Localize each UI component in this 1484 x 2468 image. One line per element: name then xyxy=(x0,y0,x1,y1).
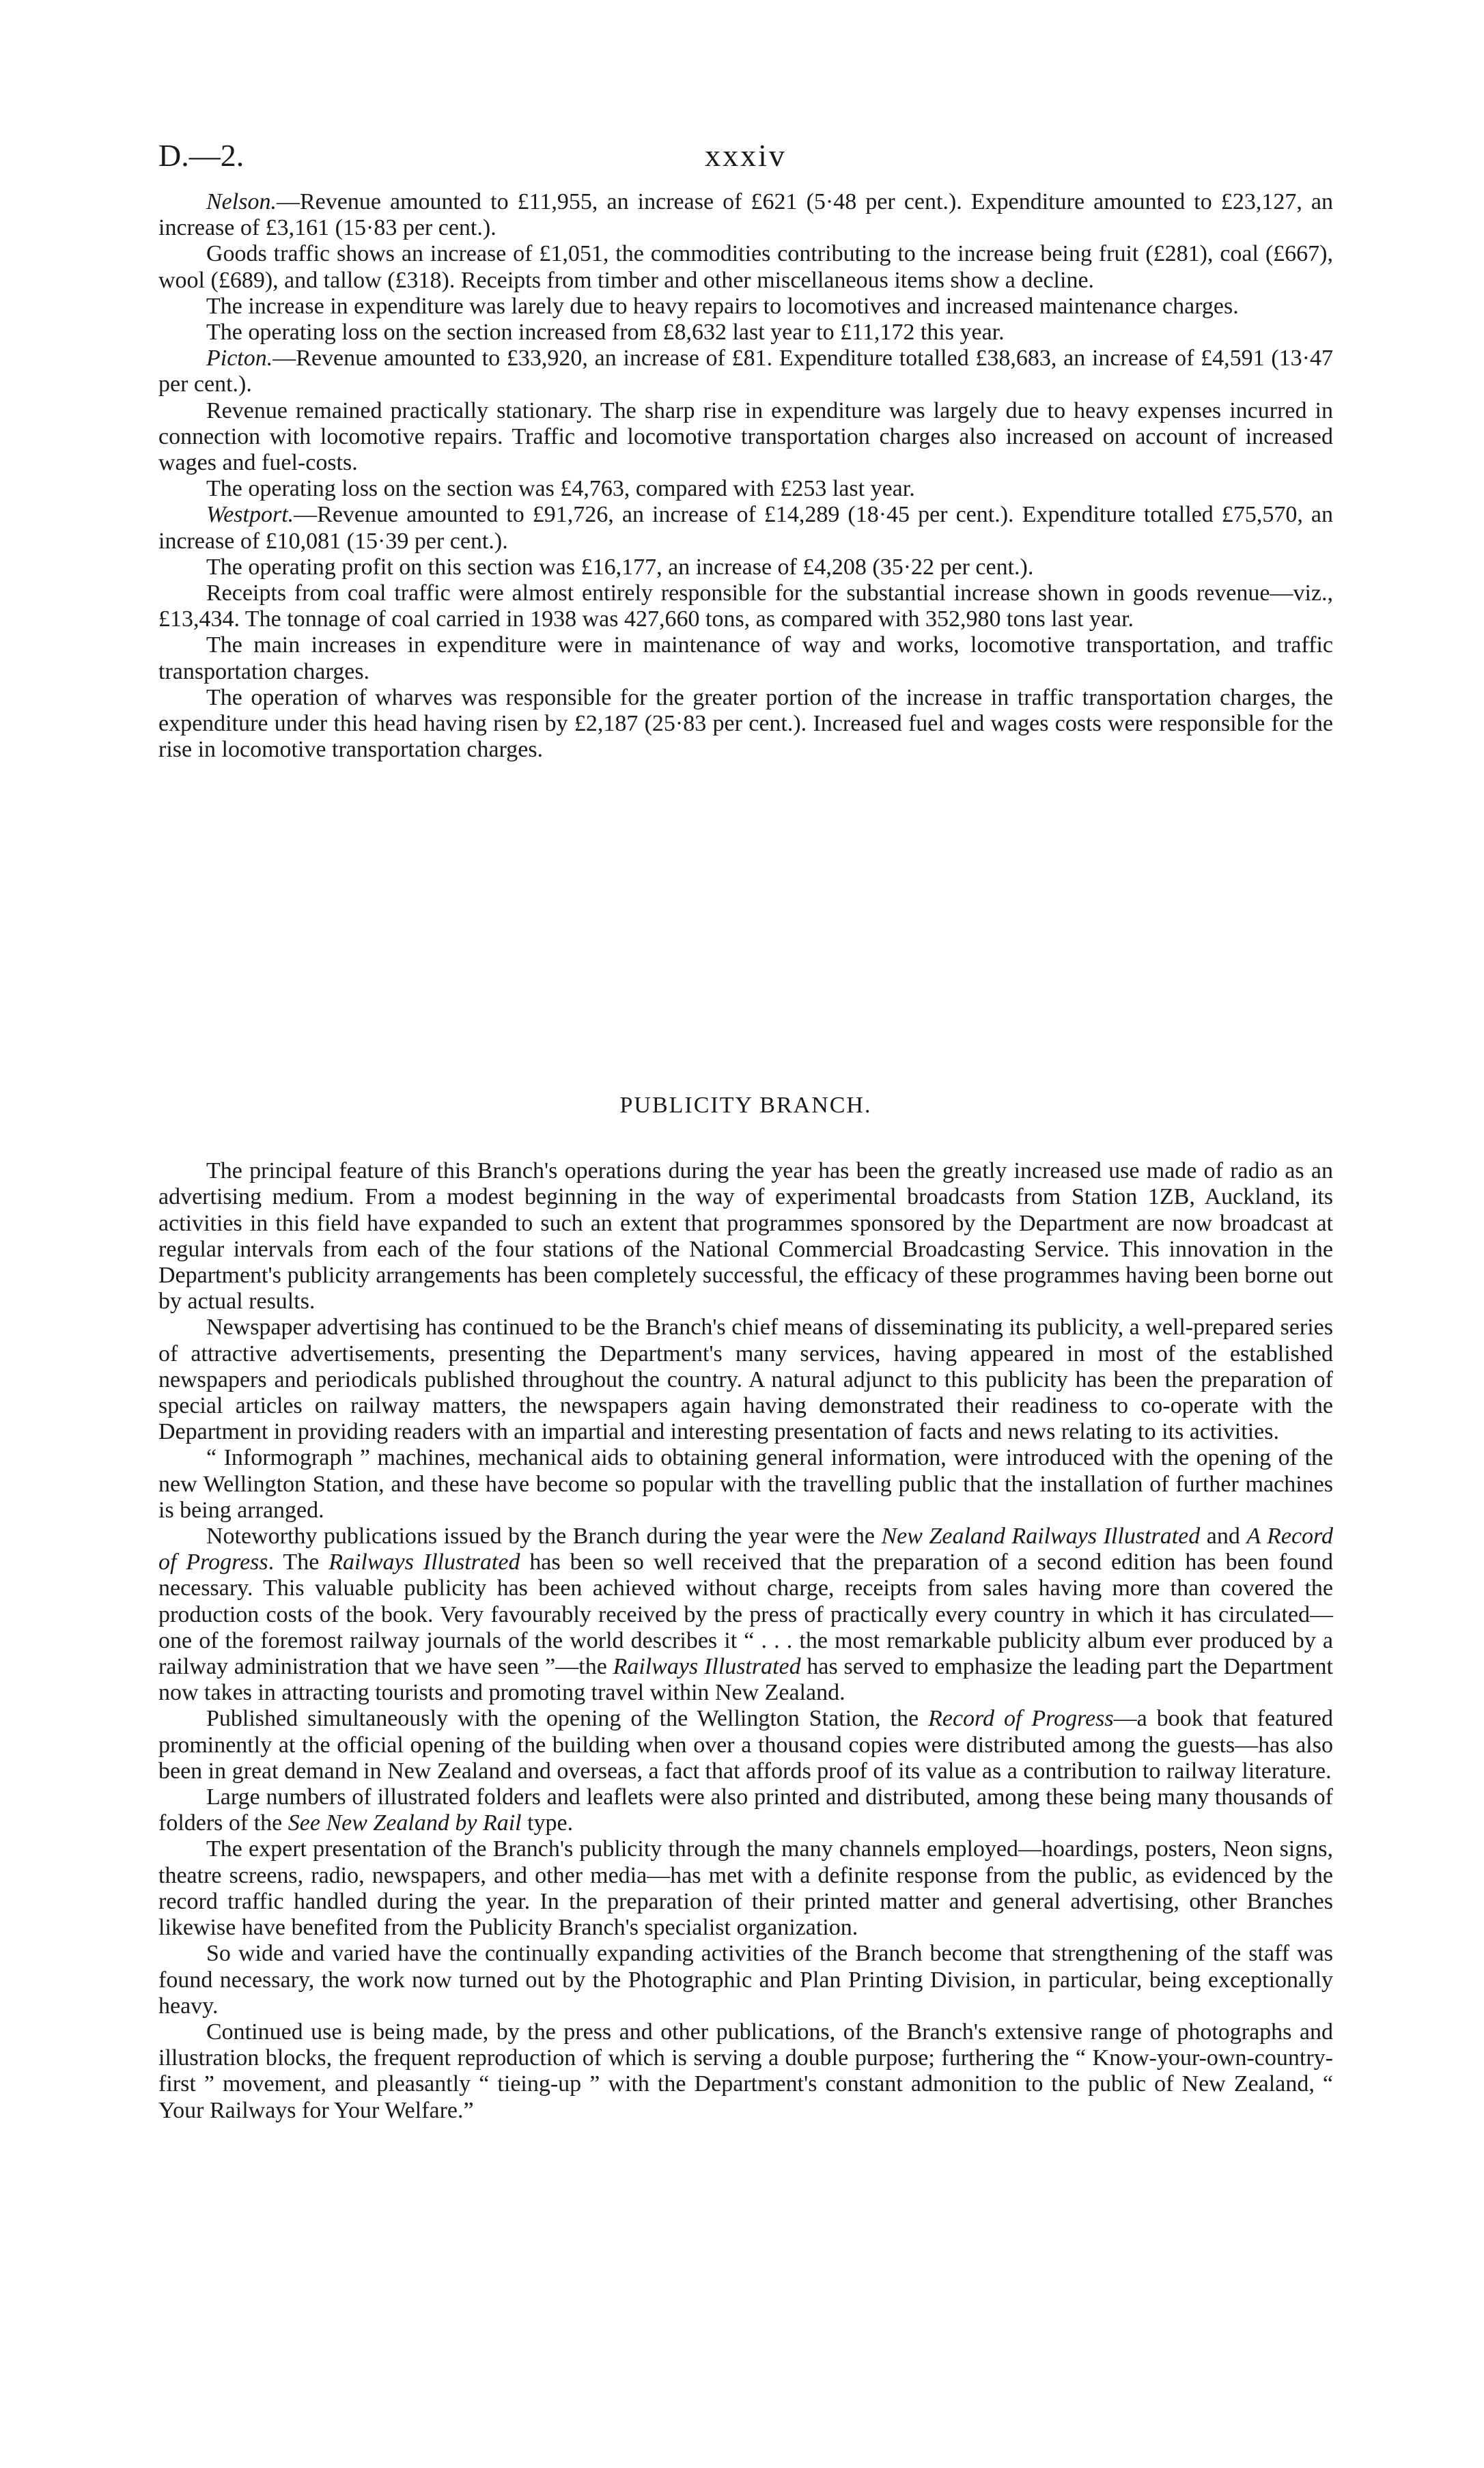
section-heading: PUBLICITY BRANCH. xyxy=(619,1093,872,1118)
text-run: —Revenue amounted to £33,920, an increase of £81. Expenditure totalled £38,683, an increase of £4,591 (13·47 per cent.). xyxy=(158,346,1333,397)
paragraph xyxy=(158,189,1333,241)
text-run: The operation of wharves was responsible for the greater portion of the increase in traffic transportation charges, the expenditure under this head having risen by £2,187 (25·83 per cent.). Increased fuel and wages costs were responsible for the rise in locomotive transportation charges. xyxy=(158,684,1333,763)
paragraph xyxy=(158,1784,1333,1836)
italic-text: Railways Illustrated xyxy=(613,1654,801,1680)
paragraph xyxy=(158,1836,1333,1941)
italic-text: Nelson. xyxy=(206,189,277,214)
italic-text: New Zealand Railways Illustrated xyxy=(881,1524,1201,1549)
text-run: The operating loss on the section was £4,763, compared with £253 last year. xyxy=(206,476,915,502)
text-run: —Revenue amounted to £11,955, an increase of £621 (5·48 per cent.). Expenditure amounted to £23,127, an increase of £3,161 (15·83 per cent.). xyxy=(158,189,1333,241)
paragraph xyxy=(158,1315,1333,1445)
paragraph xyxy=(158,2019,1333,2124)
paragraph xyxy=(158,476,1333,502)
text-run: The main increases in expenditure were in maintenance of way and works, locomotive transportation, and traffic transportation charges. xyxy=(158,632,1333,684)
paragraph xyxy=(158,346,1333,397)
italic-text: Westport. xyxy=(206,502,294,528)
italic-text: See New Zealand by Rail xyxy=(288,1810,522,1836)
text-run: Newspaper advertising has continued to be the Branch's chief means of disseminating its publicity, a well-prepared series of attractive advertisements, presenting the Department's many services, having appeared in most of the established newspapers and periodicals published throughout the country. A natural adjunct to this publicity has been the preparation of special articles on railway matters, the newspapers again having demonstrated their readiness to co-operate with the Department in providing readers with an impartial and interesting presentation of facts and news relating to its activities. xyxy=(158,1315,1333,1445)
text-run: type. xyxy=(521,1810,574,1836)
italic-text: A Record of Progress xyxy=(158,1524,1334,1575)
text-run: —a book that featured prominently at the official opening of the building when over a thousand copies were distributed among the guests—has also been in great demand in New Zealand and overseas, a fact that affords proof of its value as a contribution to railway literature. xyxy=(158,1706,1333,1784)
page-number: xxxiv xyxy=(705,138,787,173)
text-run: has been so well received that the preparation of a second edition has been found necessary. This valuable publicity has been achieved without charge, receipts from sales having more than covered the production costs of the book. Very favourably received by the press of practically every country in which it has circulated—one of the foremost railway journals of the world describes it “ . . . the most remarkable publicity album ever produced by a railway administration that we have seen ”—the xyxy=(158,1549,1333,1680)
paragraph xyxy=(158,1706,1333,1784)
paragraph xyxy=(158,1524,1333,1706)
paragraph xyxy=(158,241,1333,293)
text-run: Continued use is being made, by the press and other publications, of the Branch's extensive range of photographs and illustration blocks, the frequent reproduction of which is serving a double purpose; furthering the “ Know-your-own-country-first ” movement, and pleasantly “ tieing-up ” with the Department's constant admonition to the public of New Zealand, “ Your Railways for Your Welfare.” xyxy=(158,2019,1333,2123)
text-run: Noteworthy publications issued by the Branch during the year were the xyxy=(206,1524,882,1549)
text-run: The increase in expenditure was larely due to heavy repairs to locomotives and increased maintenance charges. xyxy=(206,293,1239,319)
italic-text: Railways Illustrated xyxy=(328,1549,520,1575)
text-run: . The xyxy=(268,1549,329,1575)
paragraph xyxy=(158,398,1333,477)
text-run: —Revenue amounted to £91,726, an increase of £14,289 (18·45 per cent.). Expenditure totalled £75,570, an increase of £10,081 (15·39 per cent.). xyxy=(158,502,1333,554)
paragraph xyxy=(158,580,1333,632)
text-run: So wide and varied have the continually expanding activities of the Branch become that strengthening of the staff was found necessary, the work now turned out by the Photographic and Plan Printing Division, in particular, being exceptionally heavy. xyxy=(158,1941,1333,2019)
text-run: has served to emphasize the leading part the Department now takes in attracting tourists and promoting travel within New Zealand. xyxy=(158,1654,1334,1706)
text-run: The principal feature of this Branch's operations during the year has been the greatly increased use made of radio as an advertising medium. From a modest beginning in the way of experimental broadcasts from Station 1ZB, Auckland, its activities in this field have expanded to such an extent that programmes sponsored by the Department are now broadcast at regular intervals from each of the four stations of the National Commercial Broadcasting Service. This innovation in the Department's publicity arrangements has been completely successful, the efficacy of these programmes having been borne out by actual results. xyxy=(158,1158,1333,1315)
text-run: “ Informograph ” machines, mechanical aids to obtaining general information, were introduced with the opening of the new Wellington Station, and these have become so popular with the travelling public that the installation of further machines is being arranged. xyxy=(158,1445,1333,1523)
text-run: Receipts from coal traffic were almost entirely responsible for the substantial increase shown in goods revenue—viz., £13,434. The tonnage of coal carried in 1938 was 427,660 tons, as compared with 352,980 tons last year. xyxy=(158,580,1333,632)
page-header xyxy=(158,135,1333,176)
text-run: The expert presentation of the Branch's publicity through the many channels employed—hoardings, posters, Neon signs, theatre screens, radio, newspapers, and other media—has met with a definite response from the public, as evidenced by the record traffic handled during the year. In the preparation of their printed matter and general advertising, other Branches likewise have benefited from the Publicity Branch's specialist organization. xyxy=(158,1836,1333,1941)
italic-text: Picton. xyxy=(206,346,273,371)
text-run: The operating profit on this section was £16,177, an increase of £4,208 (35·22 per cent.). xyxy=(206,554,1034,580)
publicity-branch-section xyxy=(158,1093,1333,2124)
paragraph xyxy=(158,555,1333,580)
document-reference: D.—2. xyxy=(158,138,244,173)
paragraph xyxy=(158,1941,1333,2019)
text-run: Published simultaneously with the opening of the Wellington Station, the xyxy=(206,1706,929,1732)
paragraph xyxy=(158,1158,1333,1315)
paragraph xyxy=(158,502,1333,554)
paragraph xyxy=(158,632,1333,684)
paragraph xyxy=(158,320,1333,346)
text-run: Goods traffic shows an increase of £1,051, the commodities contributing to the increase being fruit (£281), coal (£667), wool (£689), and tallow (£318). Receipts from timber and other miscellaneous items show a decline. xyxy=(158,241,1333,293)
paragraph xyxy=(158,294,1333,320)
publicity-paragraphs xyxy=(158,1158,1333,2124)
text-run: Large numbers of illustrated folders and leaflets were also printed and distributed, among these being many thousands of folders of the xyxy=(158,1784,1333,1836)
italic-text: Record of Progress xyxy=(928,1706,1114,1732)
text-run: Revenue remained practically stationary. The sharp rise in expenditure was largely due to heavy expenses incurred in connection with locomotive repairs. Traffic and locomotive transportation charges also increased on account of increased wages and fuel-costs. xyxy=(158,397,1333,476)
railway-sections-text xyxy=(158,189,1333,763)
paragraph xyxy=(158,685,1333,763)
text-run: and xyxy=(1200,1524,1247,1549)
text-run: The operating loss on the section increased from £8,632 last year to £11,172 this year. xyxy=(206,320,1005,346)
paragraph xyxy=(158,1445,1333,1524)
